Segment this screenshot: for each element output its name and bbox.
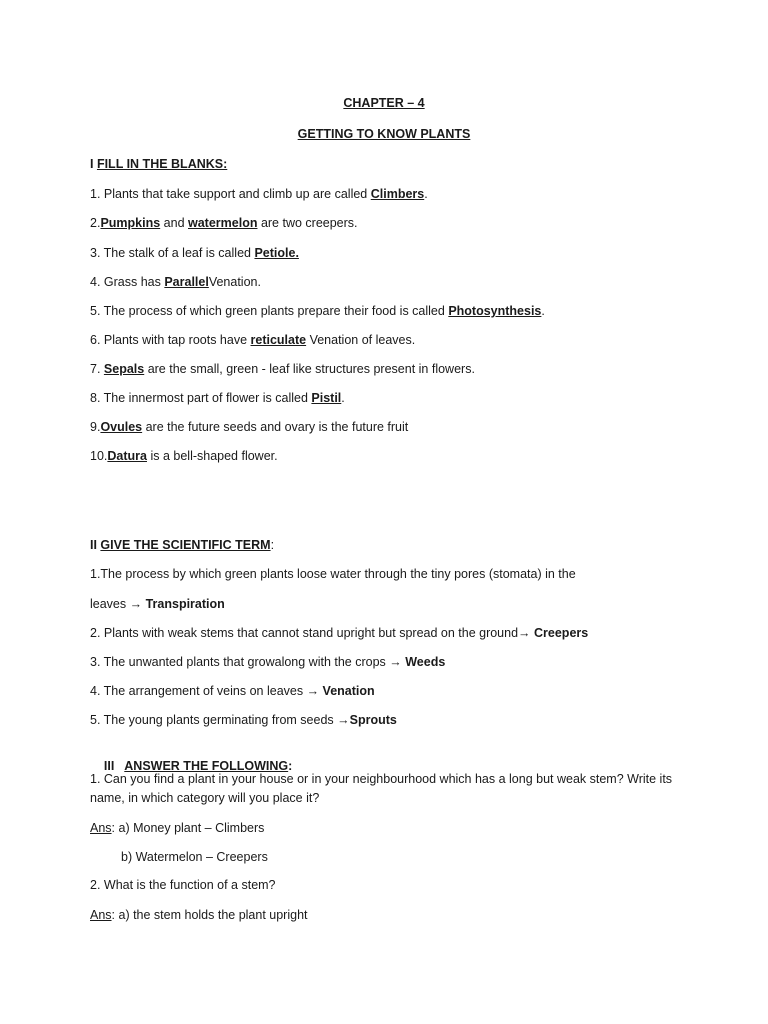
- term-item-text: 3. The unwanted plants that growalong with the crops →: [90, 655, 406, 669]
- fill-item-answer: Photosynthesis: [448, 304, 542, 318]
- fill-item-2: [90, 215, 358, 231]
- section-1-title: FILL IN THE BLANKS:: [96, 157, 228, 171]
- term-item-text: 5. The young plants germinating from seeds →: [90, 713, 350, 727]
- fill-item-answer: Datura: [107, 449, 147, 463]
- term-item-text: 2. Plants with weak stems that cannot stand upright but spread on the ground→: [90, 626, 535, 640]
- fill-item-9: [90, 419, 408, 435]
- term-item-text: leaves →: [90, 597, 146, 611]
- fill-item-answer: Parallel: [164, 275, 209, 289]
- term-item-1-line-1: 1.The process by which green plants loose water through the tiny pores (stomata) in the: [90, 567, 576, 581]
- term-item-3: [90, 654, 445, 670]
- term-item-4: [90, 683, 375, 699]
- fill-item-text: Venation.: [208, 275, 261, 289]
- answer-question-1: 1. Can you find a plant in your house or in your neighbourhood which has a long but weak stem? Write its name, in which category will you place it?: [90, 772, 673, 805]
- fill-item-text: and: [160, 216, 188, 230]
- fill-item-4: [90, 274, 261, 290]
- term-item-answer: Sprouts: [349, 713, 397, 727]
- fill-item-answer: Petiole.: [254, 246, 299, 260]
- section-3-title: ANSWER THE FOLLOWING: [124, 759, 289, 773]
- fill-item-text: are the future seeds and ovary is the future fruit: [142, 420, 409, 434]
- page-title: GETTING TO KNOW PLANTS: [297, 127, 471, 141]
- fill-item-answer: Climbers: [370, 187, 425, 201]
- term-item-2: [90, 625, 588, 641]
- fill-item-text: .: [541, 304, 545, 318]
- answer-2-a: [90, 907, 308, 923]
- answer-1-a: [90, 820, 264, 836]
- term-item-answer: Transpiration: [145, 597, 225, 611]
- answer-question-2: 2. What is the function of a stem?: [90, 878, 276, 892]
- section-2-prefix: II: [90, 538, 101, 552]
- fill-item-text: .: [341, 391, 345, 405]
- section-2-heading: [90, 537, 274, 553]
- fill-item-text: .: [424, 187, 428, 201]
- fill-item-text: are two creepers.: [257, 216, 358, 230]
- fill-item-text: 7.: [90, 362, 104, 376]
- ans-label: Ans: [90, 821, 112, 835]
- fill-item-answer: Pumpkins: [100, 216, 161, 230]
- section-3-prefix: III: [103, 759, 125, 773]
- ans-label: Ans: [90, 908, 112, 922]
- answer-text: : a) the stem holds the plant upright: [111, 908, 308, 922]
- fill-item-answer: watermelon: [188, 216, 258, 230]
- fill-item-answer: Sepals: [103, 362, 145, 376]
- section-2-suffix: :: [270, 538, 275, 552]
- fill-item-text: 4. Grass has: [90, 275, 165, 289]
- fill-item-text: is a bell-shaped flower.: [146, 449, 278, 463]
- section-1-prefix: I: [90, 157, 97, 171]
- fill-item-7: [90, 361, 475, 377]
- fill-item-8: [90, 390, 345, 406]
- answer-1-b: b) Watermelon – Creepers: [121, 850, 268, 864]
- fill-item-10: [90, 448, 278, 464]
- term-item-1-line-2: [90, 596, 225, 612]
- section-3-suffix: :: [288, 759, 293, 773]
- fill-item-text: 6. Plants with tap roots have: [90, 333, 251, 347]
- term-item-text: 4. The arrangement of veins on leaves →: [90, 684, 323, 698]
- answer-text: : a) Money plant – Climbers: [111, 821, 265, 835]
- fill-item-1: [90, 186, 428, 202]
- fill-item-text: 8. The innermost part of flower is called: [90, 391, 312, 405]
- fill-item-text: 10.: [90, 449, 108, 463]
- chapter-heading: CHAPTER – 4: [343, 96, 425, 110]
- fill-item-3: [90, 245, 299, 261]
- fill-item-text: 5. The process of which green plants prepare their food is called: [90, 304, 449, 318]
- fill-item-5: [90, 303, 545, 319]
- term-item-answer: Creepers: [534, 626, 589, 640]
- fill-item-text: 9.: [90, 420, 101, 434]
- term-item-answer: Weeds: [405, 655, 446, 669]
- fill-item-text: Venation of leaves.: [306, 333, 416, 347]
- section-2-title: GIVE THE SCIENTIFIC TERM: [100, 538, 271, 552]
- section-1-heading: [90, 156, 227, 172]
- fill-item-6: [90, 332, 415, 348]
- fill-item-answer: Ovules: [100, 420, 143, 434]
- term-item-answer: Venation: [322, 684, 375, 698]
- fill-item-text: 1. Plants that take support and climb up are called: [90, 187, 371, 201]
- fill-item-text: 2.: [90, 216, 101, 230]
- fill-item-answer: Pistil: [311, 391, 342, 405]
- fill-item-answer: reticulate: [250, 333, 307, 347]
- fill-item-text: 3. The stalk of a leaf is called: [90, 246, 255, 260]
- fill-item-text: are the small, green - leaf like structures present in flowers.: [144, 362, 475, 376]
- term-item-5: [90, 712, 397, 728]
